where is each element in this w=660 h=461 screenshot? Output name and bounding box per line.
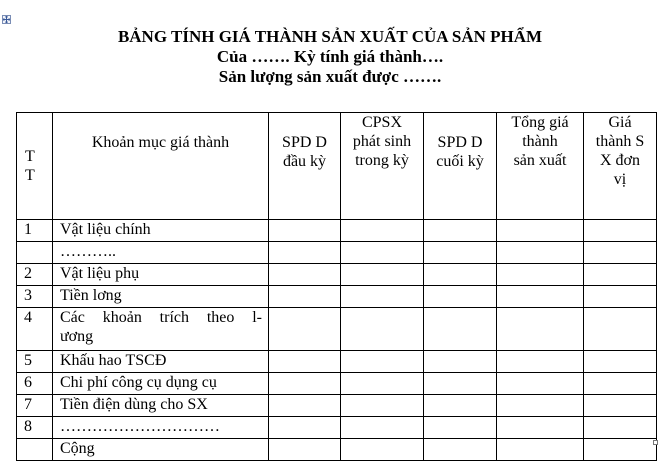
table-row — [17, 242, 657, 264]
cell-spd-cuoi — [424, 417, 497, 439]
cell-tong — [497, 417, 584, 439]
row-number — [17, 242, 53, 264]
row-item: Tiền lơng — [53, 286, 269, 308]
cell-spd-dau — [269, 439, 341, 461]
cell-spd-cuoi — [424, 395, 497, 417]
cell-spd-dau — [269, 373, 341, 395]
cell-don-vi — [584, 308, 657, 351]
header-gia-thanh-don-vi: Giá thành S X đơn vị — [584, 113, 657, 220]
cell-don-vi — [584, 373, 657, 395]
cell-spd-dau — [269, 242, 341, 264]
cell-don-vi — [584, 220, 657, 242]
row-item: Chi phí công cụ dụng cụ — [53, 373, 269, 395]
cell-cpsx — [341, 373, 424, 395]
header-tt: T T — [17, 113, 53, 220]
cell-spd-cuoi — [424, 220, 497, 242]
cell-spd-dau — [269, 220, 341, 242]
cell-cpsx — [341, 308, 424, 351]
header-spd-dau-ky: SPD D đầu kỳ — [269, 113, 341, 220]
table-row — [17, 220, 657, 242]
document-title: BẢNG TÍNH GIÁ THÀNH SẢN XUẤT CỦA SẢN PHẨM — [117, 27, 543, 46]
cell-cpsx — [341, 417, 424, 439]
cost-calculation-table — [16, 112, 657, 461]
row-item: ………………………… — [53, 417, 269, 439]
cell-tong — [497, 439, 584, 461]
row-number: 2 — [17, 264, 53, 286]
cell-tong — [497, 242, 584, 264]
table-row — [17, 417, 657, 439]
row-item: Khấu hao TSCĐ — [53, 351, 269, 373]
cell-spd-cuoi — [424, 264, 497, 286]
cell-don-vi — [584, 242, 657, 264]
cell-don-vi — [584, 417, 657, 439]
row-item: Vật liệu phụ — [53, 264, 269, 286]
row-number: 1 — [17, 220, 53, 242]
cell-cpsx — [341, 264, 424, 286]
cell-tong — [497, 351, 584, 373]
cell-spd-dau — [269, 417, 341, 439]
row-number: 5 — [17, 351, 53, 373]
cell-tong — [497, 308, 584, 351]
cell-spd-dau — [269, 264, 341, 286]
table-resize-handle[interactable] — [653, 440, 658, 445]
cell-don-vi — [584, 439, 657, 461]
cell-cpsx — [341, 286, 424, 308]
header-khoan-muc: Khoản mục giá thành — [53, 113, 269, 220]
table-row — [17, 286, 657, 308]
cell-tong — [497, 286, 584, 308]
row-number: 7 — [17, 395, 53, 417]
cell-cpsx — [341, 439, 424, 461]
document-subtitle-period: Của ……. Kỳ tính giá thành…. — [216, 47, 444, 66]
cell-tong — [497, 395, 584, 417]
cell-don-vi — [584, 351, 657, 373]
row-number: 4 — [17, 308, 53, 351]
header-spd-cuoi-ky: SPD D cuối kỳ — [424, 113, 497, 220]
cell-spd-dau — [269, 351, 341, 373]
cell-spd-cuoi — [424, 439, 497, 461]
table-row — [17, 264, 657, 286]
row-item: Vật liệu chính — [53, 220, 269, 242]
cell-cpsx — [341, 220, 424, 242]
cell-spd-cuoi — [424, 351, 497, 373]
row-item: ……….. — [53, 242, 269, 264]
table-row — [17, 373, 657, 395]
cell-tong — [497, 264, 584, 286]
cell-cpsx — [341, 242, 424, 264]
row-item-line1: Các khoản trích theo l- — [60, 309, 262, 326]
row-item-total: Cộng — [53, 439, 269, 461]
header-tong-gia-thanh: Tổng giá thành sản xuất — [497, 113, 584, 220]
row-number: 8 — [17, 417, 53, 439]
document-subtitle-output: Sản lượng sản xuất được ……. — [218, 67, 442, 86]
row-item — [53, 308, 269, 351]
cell-don-vi — [584, 286, 657, 308]
cell-cpsx — [341, 351, 424, 373]
cell-tong — [497, 220, 584, 242]
row-number: 6 — [17, 373, 53, 395]
row-item-line2: ương — [60, 328, 94, 345]
table-row — [17, 395, 657, 417]
table-total-row — [17, 439, 657, 461]
cell-spd-dau — [269, 308, 341, 351]
table-header-row — [17, 113, 657, 220]
table-row — [17, 308, 657, 351]
cell-tong — [497, 373, 584, 395]
table-move-handle-icon[interactable] — [2, 15, 11, 24]
cell-cpsx — [341, 395, 424, 417]
cell-spd-dau — [269, 395, 341, 417]
row-number — [17, 439, 53, 461]
cell-don-vi — [584, 395, 657, 417]
header-cpsx: CPSX phát sinh trong kỳ — [341, 113, 424, 220]
cell-don-vi — [584, 264, 657, 286]
table-row — [17, 351, 657, 373]
cell-spd-cuoi — [424, 308, 497, 351]
cell-spd-cuoi — [424, 242, 497, 264]
cell-spd-cuoi — [424, 373, 497, 395]
row-number: 3 — [17, 286, 53, 308]
row-item: Tiền điện dùng cho SX — [53, 395, 269, 417]
cell-spd-dau — [269, 286, 341, 308]
cell-spd-cuoi — [424, 286, 497, 308]
